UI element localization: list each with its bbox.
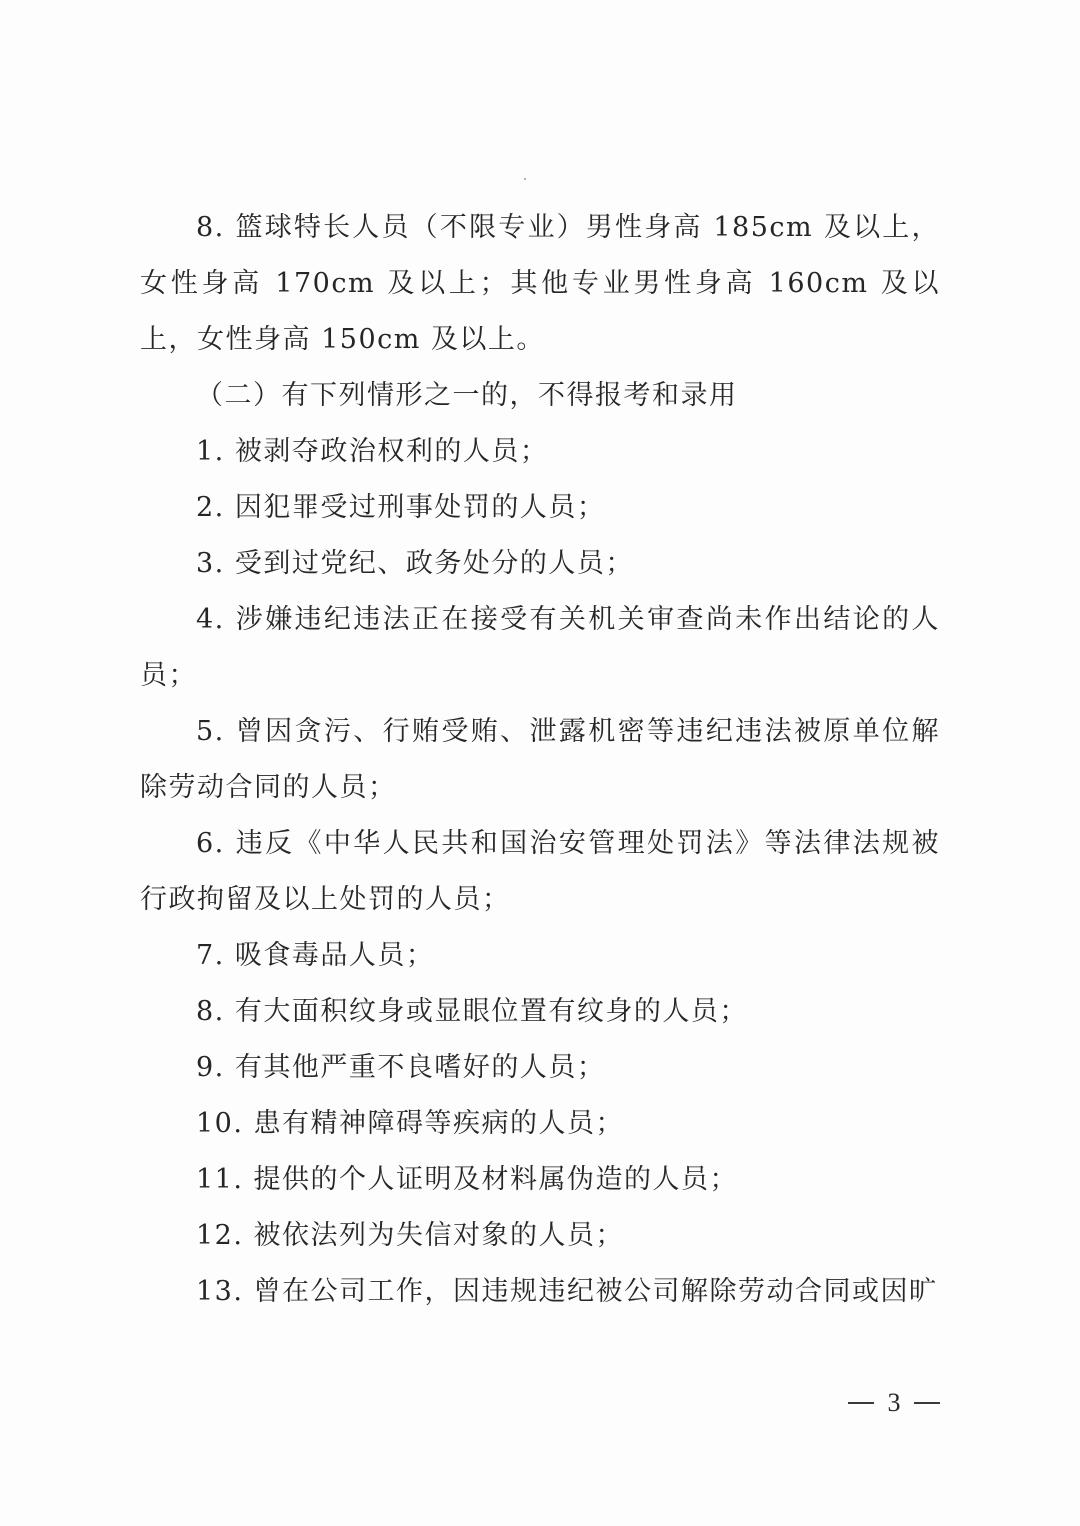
list-item: 12. 被依法列为失信对象的人员； (196, 1220, 625, 1251)
footer-dash-left (848, 1402, 874, 1404)
footer-dash-right (914, 1402, 940, 1404)
scan-speck (524, 178, 526, 180)
list-item: 11. 提供的个人证明及材料属伪造的人员； (196, 1164, 739, 1195)
list-item: 9. 有其他严重不良嗜好的人员； (196, 1052, 606, 1083)
document-body (140, 200, 940, 1320)
list-item: 4. 涉嫌违纪违法正在接受有关机关审查尚未作出结论的人员； (140, 604, 940, 691)
paragraph-height-requirement: 8. 篮球特长人员（不限专业）男性身高 185cm 及以上，女性身高 170cm 及以上；其他专业男性身高 160cm 及以上，女性身高 150cm 及以上。 (140, 212, 940, 355)
list-item: 3. 受到过党纪、政务处分的人员； (196, 548, 634, 579)
page-footer (848, 1383, 940, 1423)
list-item: 5. 曾因贪污、行贿受贿、泄露机密等违纪违法被原单位解除劳动合同的人员； (140, 716, 940, 803)
page-number: 3 (887, 1388, 901, 1417)
list-item: 2. 因犯罪受过刑事处罚的人员； (196, 492, 606, 523)
list-item: 8. 有大面积纹身或显眼位置有纹身的人员； (196, 996, 748, 1027)
section-heading-disqualifications: （二）有下列情形之一的，不得报考和录用 (196, 380, 738, 411)
list-item: 1. 被剥夺政治权利的人员； (196, 436, 549, 467)
list-item: 13. 曾在公司工作，因违规违纪被公司解除劳动合同或因旷 (196, 1276, 938, 1307)
list-item: 6. 违反《中华人民共和国治安管理处罚法》等法律法规被行政拘留及以上处罚的人员； (140, 828, 940, 915)
list-item: 10. 患有精神障碍等疾病的人员； (196, 1108, 625, 1139)
list-item: 7. 吸食毒品人员； (196, 940, 435, 971)
